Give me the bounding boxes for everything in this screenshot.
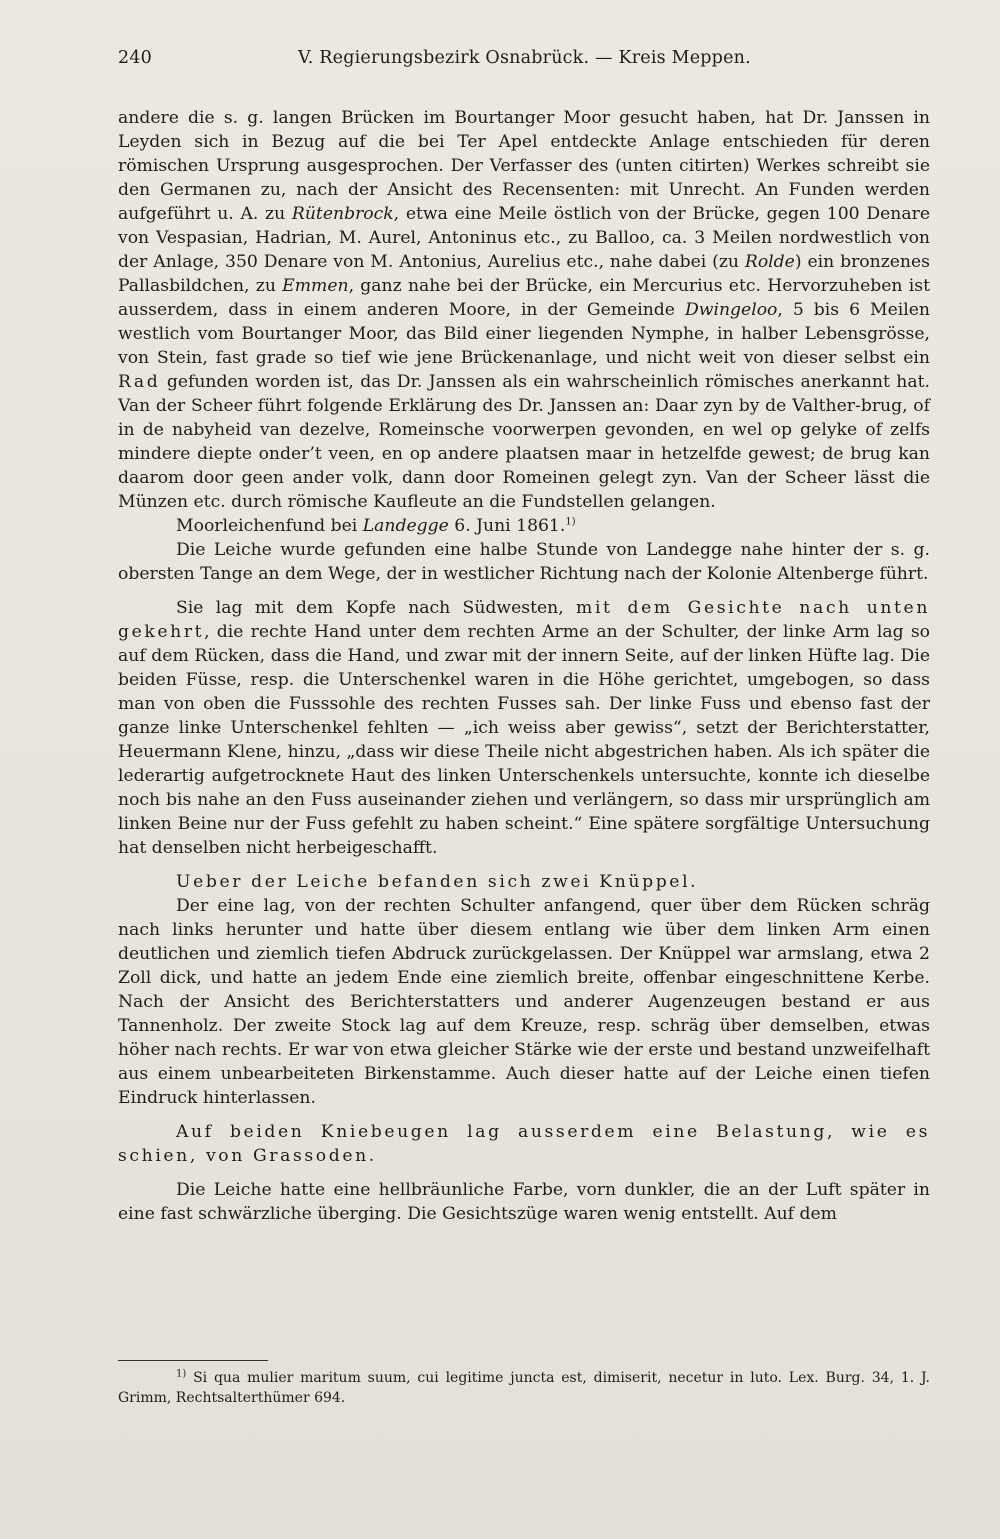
- paragraph: [118, 596, 930, 860]
- page-body: [118, 106, 930, 1226]
- text-run: , ganz nahe bei der Brücke, ein Mercurius etc. Hervorzuheben ist ausserdem, dass in einem anderen Moore, in der Gemeinde: [118, 276, 930, 320]
- spaced-emphasis: mit dem Gesichte nach unten gekehrt: [118, 598, 930, 642]
- footnote-rule: [118, 1360, 268, 1361]
- text-run: Moorleichenfund bei: [176, 516, 363, 536]
- place-name: Rolde: [744, 252, 795, 272]
- place-name: Landegge: [362, 516, 449, 536]
- text-run: ) ein bronzenes Pallasbildchen, zu: [118, 252, 930, 296]
- paragraph-continuation: [118, 106, 930, 514]
- paragraph-spaced: Auf beiden Kniebeugen lag ausserdem eine Belastung, wie es schien, von Grassoden.: [118, 1122, 930, 1166]
- paragraph: Der eine lag, von der rechten Schulter anfangend, quer über dem Rücken schräg nach links herunter und hatte über diesem entlang wie über dem linken Arm einen deutlichen und ziemlich tiefen Abdruck zurückgelassen. Der Knüppel war armslang, etwa 2 Zoll dick, und hatte an jedem Ende eine ziemlich breite, offenbar eingeschnittene Kerbe. Nach der Ansicht des Berichterstatters und anderer Augenzeugen bestand er aus Tannenholz. Der zweite Stock lag auf dem Kreuze, resp. schräg über demselben, etwas höher nach rechts. Er war von etwa gleicher Stärke wie der erste und bestand unzweifelhaft aus einem unbearbeiteten Birkenstamme. Auch dieser hatte auf der Leiche einen tiefen Eindruck hinterlassen.: [118, 896, 930, 1108]
- place-name: Dwingeloo: [684, 300, 778, 320]
- text-run: andere die s. g. langen Brücken im Bourtanger Moor gesucht haben, hat Dr. Janssen in Leyden sich in Bezug auf die bei Ter Apel entdeckte Anlage entschieden für deren römischen Ursprung ausgesprochen. Der Verfasser des (unten citirten) Werkes schreibt sie den Germanen zu, nach der Ansicht des Recensenten: mit Unrecht. An Funden werden aufgeführt u. A. zu: [118, 108, 930, 224]
- running-title: V. Regierungsbezirk Osnabrück. — Kreis Meppen.: [298, 48, 751, 68]
- footnote-text: Si qua mulier maritum suum, cui legitime juncta est, dimiserit, necetur in luto. Lex. Burg. 34, 1. J. Grimm, Rechtsalterthümer 694.: [118, 1370, 930, 1406]
- footnote-reference[interactable]: 1): [565, 516, 576, 528]
- text-run: , 5 bis 6 Meilen westlich vom Bourtanger Moor, das Bild einer liegenden Nymphe, in halber Lebensgrösse, von Stein, fast grade so tief wie jene Brückenanlage, und nicht weit von dieser selbst ein: [118, 300, 931, 368]
- text-run: , die rechte Hand unter dem rechten Arme an der Schulter, der linke Arm lag so auf dem Rücken, dass die Hand, und zwar mit der innern Seite, auf der linken Hüfte lag. Die beiden Füsse, resp. die Unterschenkel waren in die Höhe gerichtet, umgebogen, so dass man von oben die Fusssohle des rechten Fusses sah. Der linke Fuss und ebenso fast der ganze linke Unterschenkel fehlten — „ich weiss aber gewiss“, setzt der Berichterstatter, Heuermann Klene, hinzu, „dass wir diese Theile nicht abgestrichen haben. Als ich später die lederartig aufgetrocknete Haut des linken Unterschenkels untersuchte, konnte ich dieselbe noch bis nahe an den Fuss auseinander ziehen und verlängern, so dass mir ursprünglich am linken Beine nur der Fuss gefehlt zu haben scheint.“ Eine spätere sorgfältige Untersuchung hat denselben nicht herbeigeschafft.: [118, 622, 930, 858]
- paragraph: Die Leiche wurde gefunden eine halbe Stunde von Landegge nahe hinter der s. g. obersten Tange an dem Wege, der in westlicher Richtung nach der Kolonie Altenberge führt.: [118, 540, 930, 584]
- text-run: , etwa eine Meile östlich von der Brücke, gegen 100 Denare von Vespasian, Hadrian, M. Aurel, Antoninus etc., zu Balloo, ca. 3 Meilen nordwestlich von der Anlage, 350 Denare von M. Antonius, Aurelius etc., nahe dabei (zu: [118, 204, 930, 272]
- spaced-emphasis: Rad: [118, 372, 161, 392]
- page-number: 240: [118, 48, 153, 68]
- place-name: Emmen: [282, 276, 349, 296]
- section-heading-find: [118, 514, 930, 538]
- paragraph: Die Leiche hatte eine hellbräunliche Farbe, vorn dunkler, die an der Luft später in eine fast schwärzliche überging. Die Gesichtszüge waren wenig entstellt. Auf dem: [118, 1180, 930, 1224]
- text-run: 6. Juni 1861.: [448, 516, 566, 536]
- footnote-marker: 1): [176, 1368, 187, 1380]
- footnote: [118, 1368, 930, 1408]
- text-run: Sie lag mit dem Kopfe nach Südwesten,: [176, 598, 577, 618]
- place-name: Rütenbrock: [291, 204, 394, 224]
- text-run: gefunden worden ist, das Dr. Janssen als ein wahrscheinlich römisches anerkannt hat. Van der Scheer führt folgende Erklärung des Dr. Janssen an: Daar zyn by de Valther-brug, of in de nabyheid van dezelve, Romeinsche voorwerpen gevonden, en wel op gelyke of zelfs mindere diepte onder’t veen, en op andere plaatsen maar in hetzelfde gewest; de brug kan daarom door geen ander volk, dann door Romeinen gelegt zyn. Van der Scheer lässt die Münzen etc. durch römische Kaufleute an die Fundstellen gelangen.: [118, 372, 930, 512]
- paragraph-spaced: Ueber der Leiche befanden sich zwei Knüppel.: [176, 872, 699, 892]
